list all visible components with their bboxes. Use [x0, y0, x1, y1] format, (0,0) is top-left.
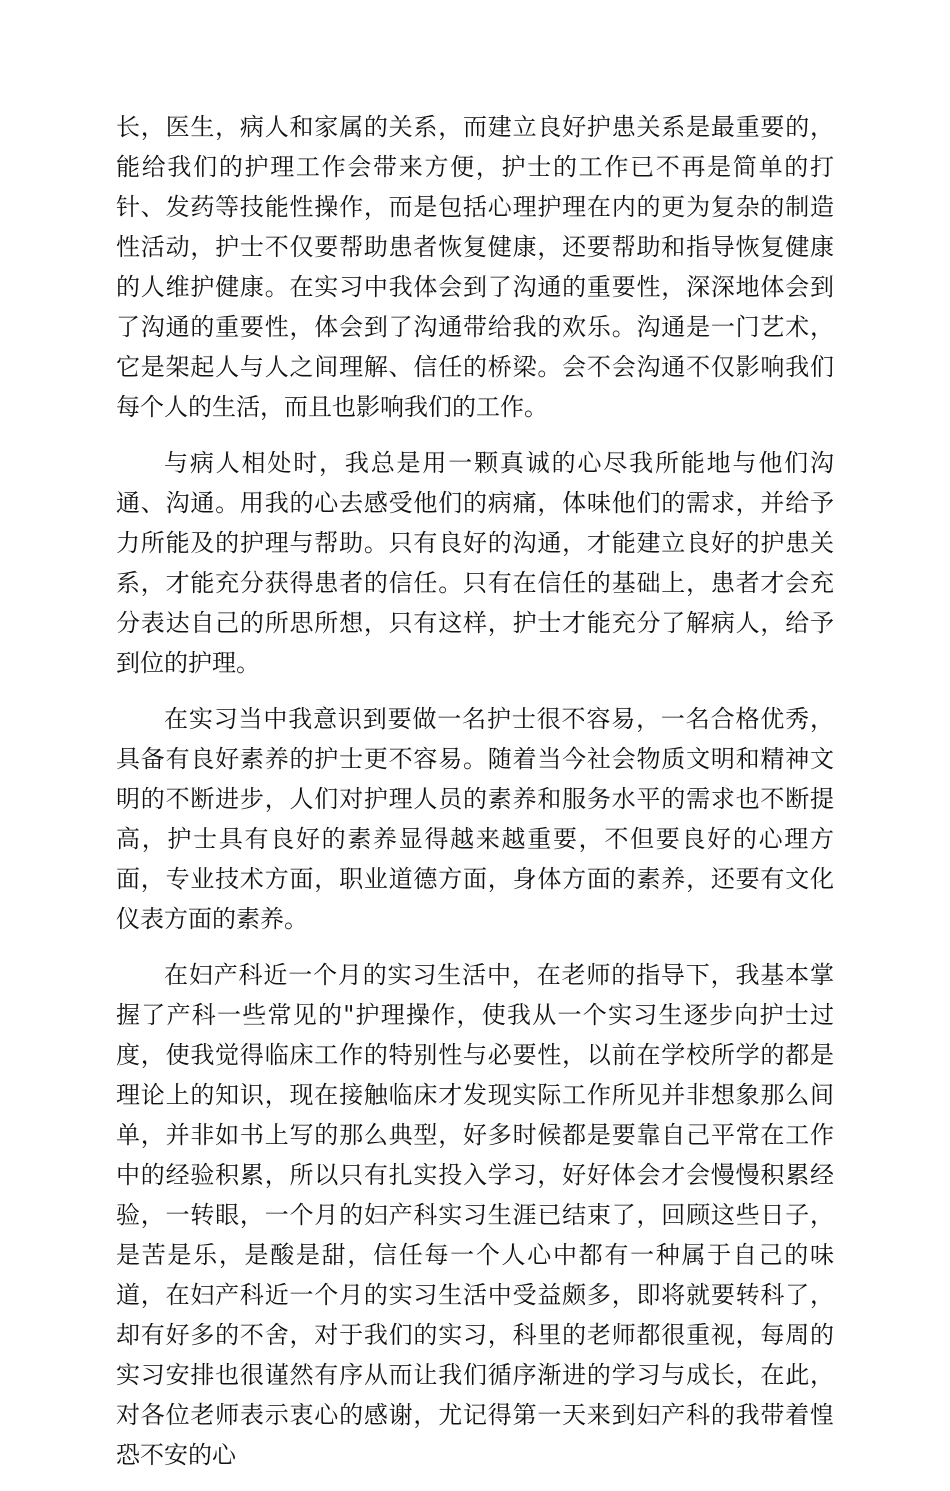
paragraph-1: 长，医生，病人和家属的关系，而建立良好护患关系是最重要的，能给我们的护理工作会带来方便，护士的工作已不再是简单的打针、发药等技能性操作，而是包括心理护理在内的更为复杂的制造性活动，护士不仅要帮助患者恢复健康，还要帮助和指导恢复健康的人维护健康。在实习中我体会到了沟通的重要性，深深地体会到了沟通的重要性，体会到了沟通带给我的欢乐。沟通是一门艺术，它是架起人与人之间理解、信任的桥梁。会不会沟通不仅影响我们每个人的生活，而且也影响我们的工作。: [116, 113, 834, 421]
paragraph-2: 与病人相处时，我总是用一颗真诚的心尽我所能地与他们沟通、沟通。用我的心去感受他们的病痛，体味他们的需求，并给予力所能及的护理与帮助。只有良好的沟通，才能建立良好的护患关系，才能充分获得患者的信任。只有在信任的基础上，患者才会充分表达自己的所思所想，只有这样，护士才能充分了解病人，给予到位的护理。: [116, 449, 834, 677]
paragraph-4: 在妇产科近一个月的实习生活中，在老师的指导下，我基本掌握了产科一些常见的"护理操作，使我从一个实习生逐步向护士过度，使我觉得临床工作的特别性与必要性，以前在学校所学的都是理论上的知识，现在接触临床才发现实际工作所见并非想象那么间单，并非如书上写的那么典型，好多时候都是要靠自己平常在工作中的经验积累，所以只有扎实投入学习，好好体会才会慢慢积累经验，一转眼，一个月的妇产科实习生涯已结束了，回顾这些日子，是苦是乐，是酸是甜，信任每一个人心中都有一种属于自己的味道，在妇产科近一个月的实习生活中受益颇多，即将就要转科了，却有好多的不舍，对于我们的实习，科里的老师都很重视，每周的实习安排也很谨然有序从而让我们循序渐进的学习与成长，在此，对各位老师表示衷心的感谢，尤记得第一天来到妇产科的我带着惶恐不安的心: [116, 961, 834, 1469]
paragraph-3: 在实习当中我意识到要做一名护士很不容易，一名合格优秀，具备有良好素养的护士更不容易。随着当今社会物质文明和精神文明的不断进步，人们对护理人员的素养和服务水平的需求也不断提高，护士具有良好的素养显得越来越重要，不但要良好的心理方面，专业技术方面，职业道德方面，身体方面的素养，还要有文化仪表方面的素养。: [116, 705, 834, 933]
document-body: [116, 107, 834, 1491]
